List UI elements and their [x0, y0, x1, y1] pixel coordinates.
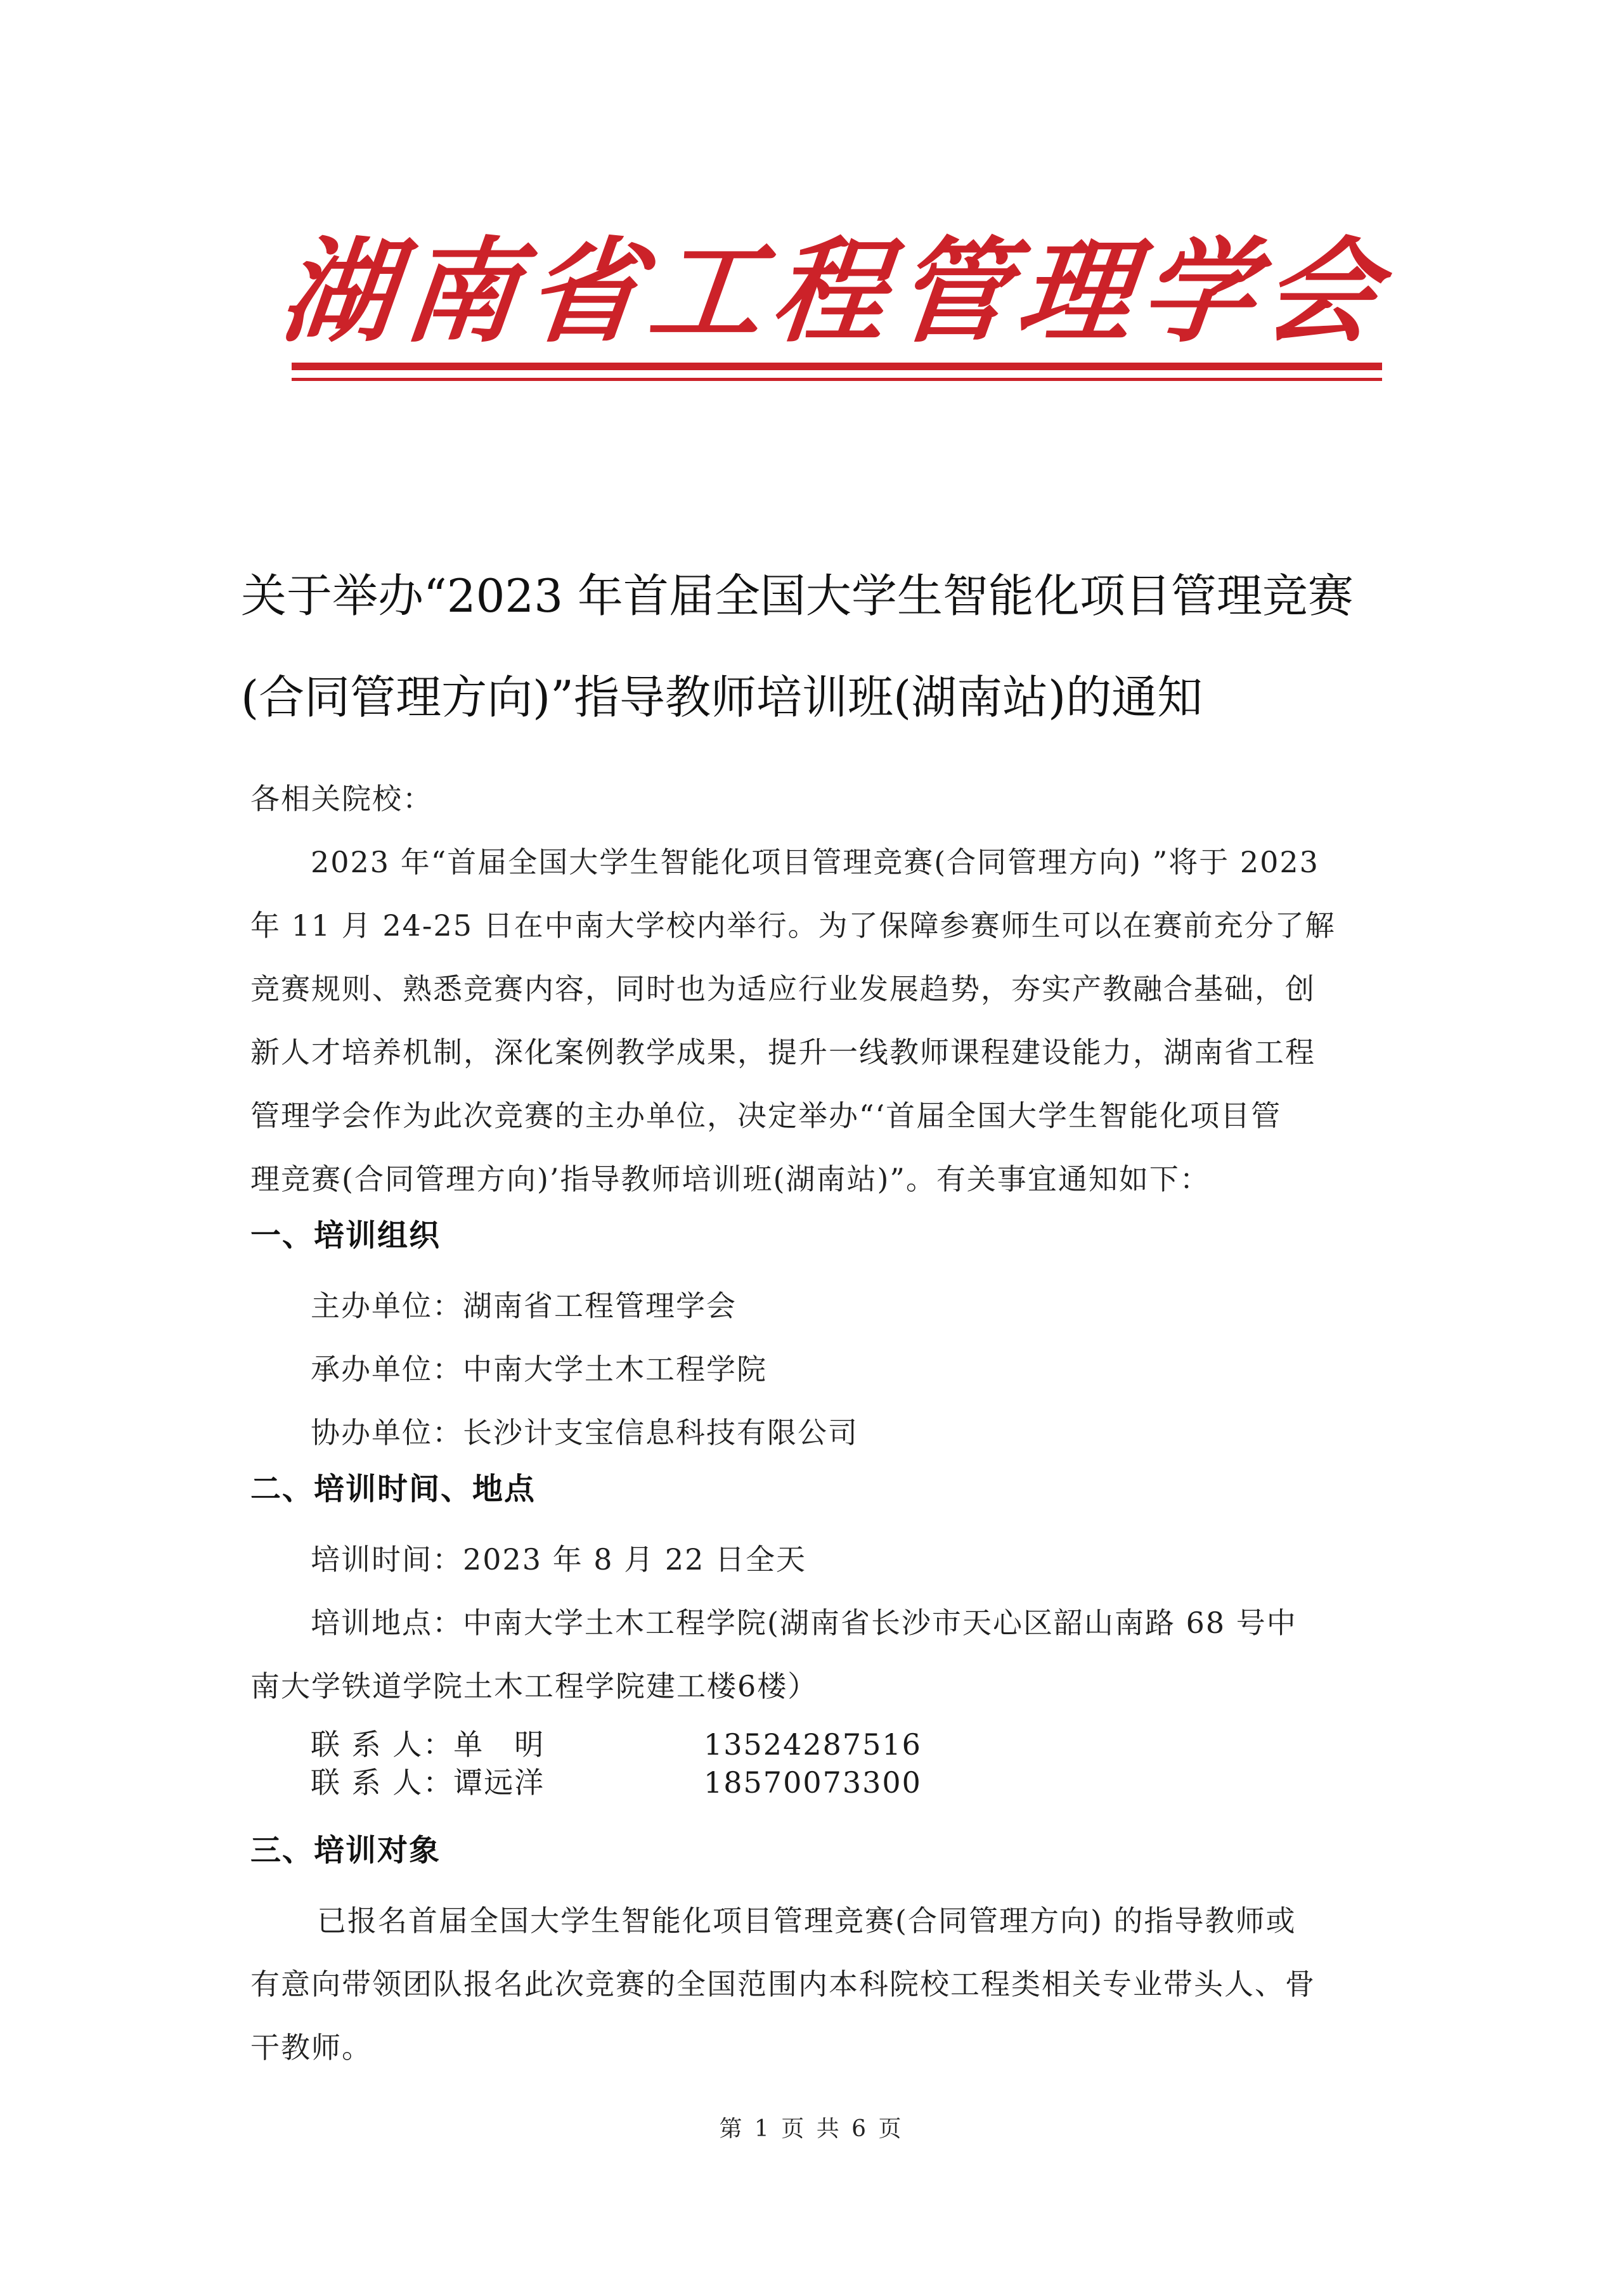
- letterhead-rule-thick: [292, 363, 1382, 370]
- contact-phone: 18570073300: [704, 1765, 922, 1800]
- contact-row: [311, 1725, 922, 1764]
- section-heading: 三、培训对象: [250, 1833, 441, 1868]
- section-heading: 一、培训组织: [250, 1218, 441, 1253]
- target-line: 已报名首届全国大学生智能化项目管理竞赛(合同管理方向) 的指导教师或: [317, 1904, 1296, 1938]
- section-heading: 二、培训时间、地点: [250, 1471, 536, 1507]
- target-line: 干教师。: [250, 2030, 372, 2065]
- organizer-unit: 承办单位：中南大学土木工程学院: [311, 1352, 767, 1386]
- contact-name: 联 系 人：谭远洋: [311, 1765, 545, 1800]
- intro-line: 2023 年“首届全国大学生智能化项目管理竞赛(合同管理方向) ”将于 2023: [311, 845, 1319, 879]
- contact-row: [311, 1764, 922, 1802]
- contact-phone: 13524287516: [704, 1727, 922, 1762]
- target-line: 有意向带领团队报名此次竞赛的全国范围内本科院校工程类相关专业带头人、骨: [250, 1967, 1316, 2001]
- co-organizer-unit: 协办单位：长沙计支宝信息科技有限公司: [311, 1416, 858, 1450]
- letterhead-char: 湖: [275, 226, 402, 358]
- salutation: 各相关院校：: [250, 782, 433, 816]
- intro-line: 管理学会作为此次竞赛的主办单位，决定举办“‘首届全国大学生智能化项目管: [250, 1099, 1282, 1133]
- host-unit: 主办单位：湖南省工程管理学会: [311, 1289, 737, 1323]
- letterhead: [275, 209, 1385, 399]
- letterhead-char: 管: [889, 226, 1016, 358]
- letterhead-rule-thin: [292, 378, 1382, 381]
- intro-line: 年 11 月 24-25 日在中南大学校内举行。为了保障参赛师生可以在赛前充分了解: [250, 908, 1336, 943]
- letterhead-char: 理: [1011, 226, 1139, 358]
- letterhead-char: 程: [766, 226, 893, 358]
- intro-line: 理竞赛(合同管理方向)’指导教师培训班(湖南站)”。有关事宜通知如下：: [250, 1162, 1210, 1196]
- intro-line: 竞赛规则、熟悉竞赛内容，同时也为适应行业发展趋势，夯实产教融合基础，创: [250, 972, 1316, 1006]
- page-footer: 第 1 页 共 6 页: [719, 2116, 904, 2142]
- training-place: 培训地点：中南大学土木工程学院(湖南省长沙市天心区韶山南路 68 号中: [311, 1606, 1297, 1640]
- letterhead-char: 省: [520, 226, 647, 358]
- training-place-cont: 南大学铁道学院土木工程学院建工楼6楼）: [250, 1669, 818, 1703]
- title-line-1: 关于举办“2023 年首届全国大学生智能化项目管理竞赛: [241, 569, 1354, 622]
- intro-line: 新人才培养机制，深化案例教学成果，提升一线教师课程建设能力，湖南省工程: [250, 1035, 1316, 1069]
- document-title: [241, 545, 1382, 748]
- letterhead-char: 南: [398, 226, 524, 358]
- letterhead-title: [275, 209, 1385, 358]
- title-line-2: (合同管理方向)”指导教师培训班(湖南站)的通知: [241, 671, 1203, 724]
- letterhead-char: 会: [1257, 226, 1385, 358]
- letterhead-char: 工: [643, 226, 770, 358]
- training-time: 培训时间：2023 年 8 月 22 日全天: [311, 1542, 806, 1577]
- contact-name: 联 系 人：单 明: [311, 1727, 545, 1762]
- letterhead-char: 学: [1134, 226, 1262, 358]
